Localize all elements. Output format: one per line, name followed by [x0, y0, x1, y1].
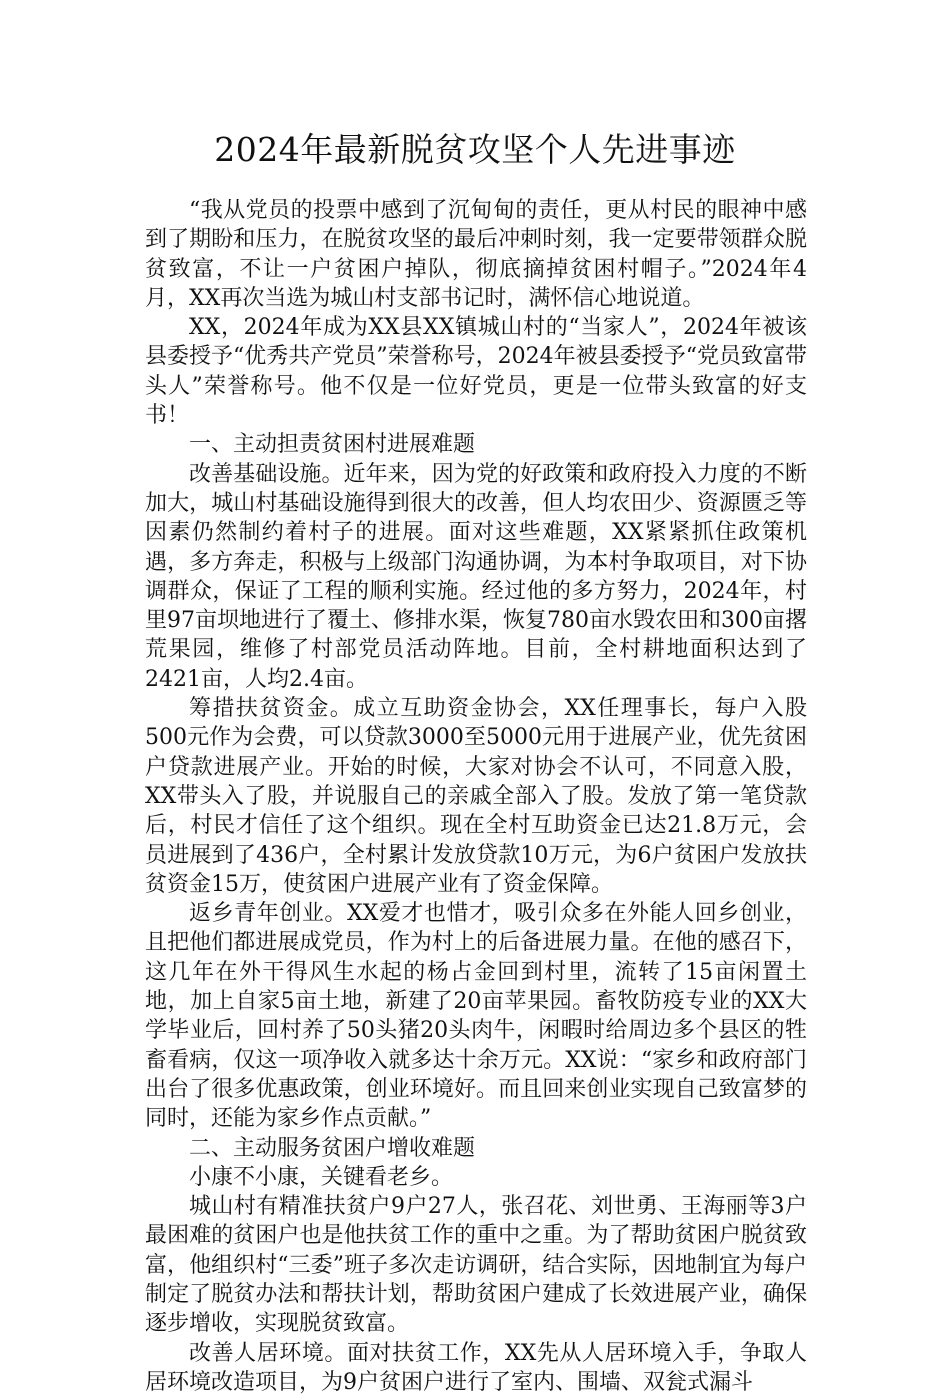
paragraph-quote-intro: “我从党员的投票中感到了沉甸甸的责任，更从村民的眼神中感到了期盼和压力，在脱贫攻坚的最后冲刺时刻，我一定要带领群众脱贫致富，不让一户贫困户掉队，彻底摘掉贫困村帽子。”2024年4月，XX再次当选为城山村支部书记时，满怀信心地说道。: [145, 198, 807, 311]
paragraph-motto: 小康不小康，关键看老乡。: [189, 1164, 454, 1190]
document-body: [145, 196, 807, 1397]
section-heading-1: 一、主动担责贫困村进展难题: [189, 432, 476, 458]
paragraph-poor-households: 城山村有精准扶贫户9户27人，张召花、刘世勇、王海丽等3户最困难的贫困户也是他扶贫工作的重中之重。为了帮助贫困户脱贫致富，他组织村“三委”班子多次走访调研，结合实际，因地制宜为每户制定了脱贫办法和帮扶计划，帮助贫困户建成了长效进展产业，确保逐步增收，实现脱贫致富。: [145, 1194, 807, 1337]
paragraph-background: XX，2024年成为XX县XX镇城山村的“当家人”，2024年被该县委授予“优秀共产党员”荣誉称号，2024年被县委授予“党员致富带头人”荣誉称号。他不仅是一位好党员，更是一位带头致富的好支书！: [145, 315, 807, 429]
paragraph-infrastructure: 改善基础设施。近年来，因为党的好政策和政府投入力度的不断加大，城山村基础设施得到很大的改善，但人均农田少、资源匮乏等因素仍然制约着村子的进展。面对这些难题，XX紧紧抓住政策机遇，多方奔走，积极与上级部门沟通协调，为本村争取项目，对下协调群众，保证了工程的顺利实施。经过他的多方努力，2024年，村里97亩坝地进行了覆土、修排水渠，恢复780亩水毁农田和300亩撂荒果园，维修了村部党员活动阵地。目前，全村耕地面积达到了2421亩，人均2.4亩。: [145, 461, 807, 692]
paragraph-living-environment: 改善人居环境。面对扶贫工作，XX先从人居环境入手，争取人居环境改造项目，为9户贫困户进行了室内、围墙、双瓮式漏斗: [145, 1340, 807, 1395]
paragraph-funding: 筹措扶贫资金。成立互助资金协会，XX任理事长，每户入股500元作为会费，可以贷款3000至5000元用于进展产业，优先贫困户贷款进展产业。开始的时候，大家对协会不认可，不同意入股，XX带头入了股，并说服自己的亲戚全部入了股。发放了第一笔贷款后，村民才信任了这个组织。现在全村互助资金已达21.8万元，会员进展到了436户，全村累计发放贷款10万元，为6户贫困户发放扶贫资金15万，使贫困户进展产业有了资金保障。: [145, 696, 807, 897]
paragraph-youth-startup: 返乡青年创业。XX爱才也惜才，吸引众多在外能人回乡创业，且把他们都进展成党员，作为村上的后备进展力量。在他的感召下，这几年在外干得风生水起的杨占金回到村里，流转了15亩闲置土地，加上自家5亩土地，新建了20亩苹果园。畜牧防疫专业的XX大学毕业后，回村养了50头猪20头肉牛，闲暇时给周边多个县区的牲畜看病，仅这一项净收入就多达十余万元。XX说：“家乡和政府部门出台了很多优惠政策，创业环境好。而且回来创业实现自己致富梦的同时，还能为家乡作点贡献。”: [145, 901, 807, 1132]
section-heading-2: 二、主动服务贫困户增收难题: [189, 1135, 476, 1161]
document-title: 2024年最新脱贫攻坚个人先进事迹: [214, 130, 736, 169]
